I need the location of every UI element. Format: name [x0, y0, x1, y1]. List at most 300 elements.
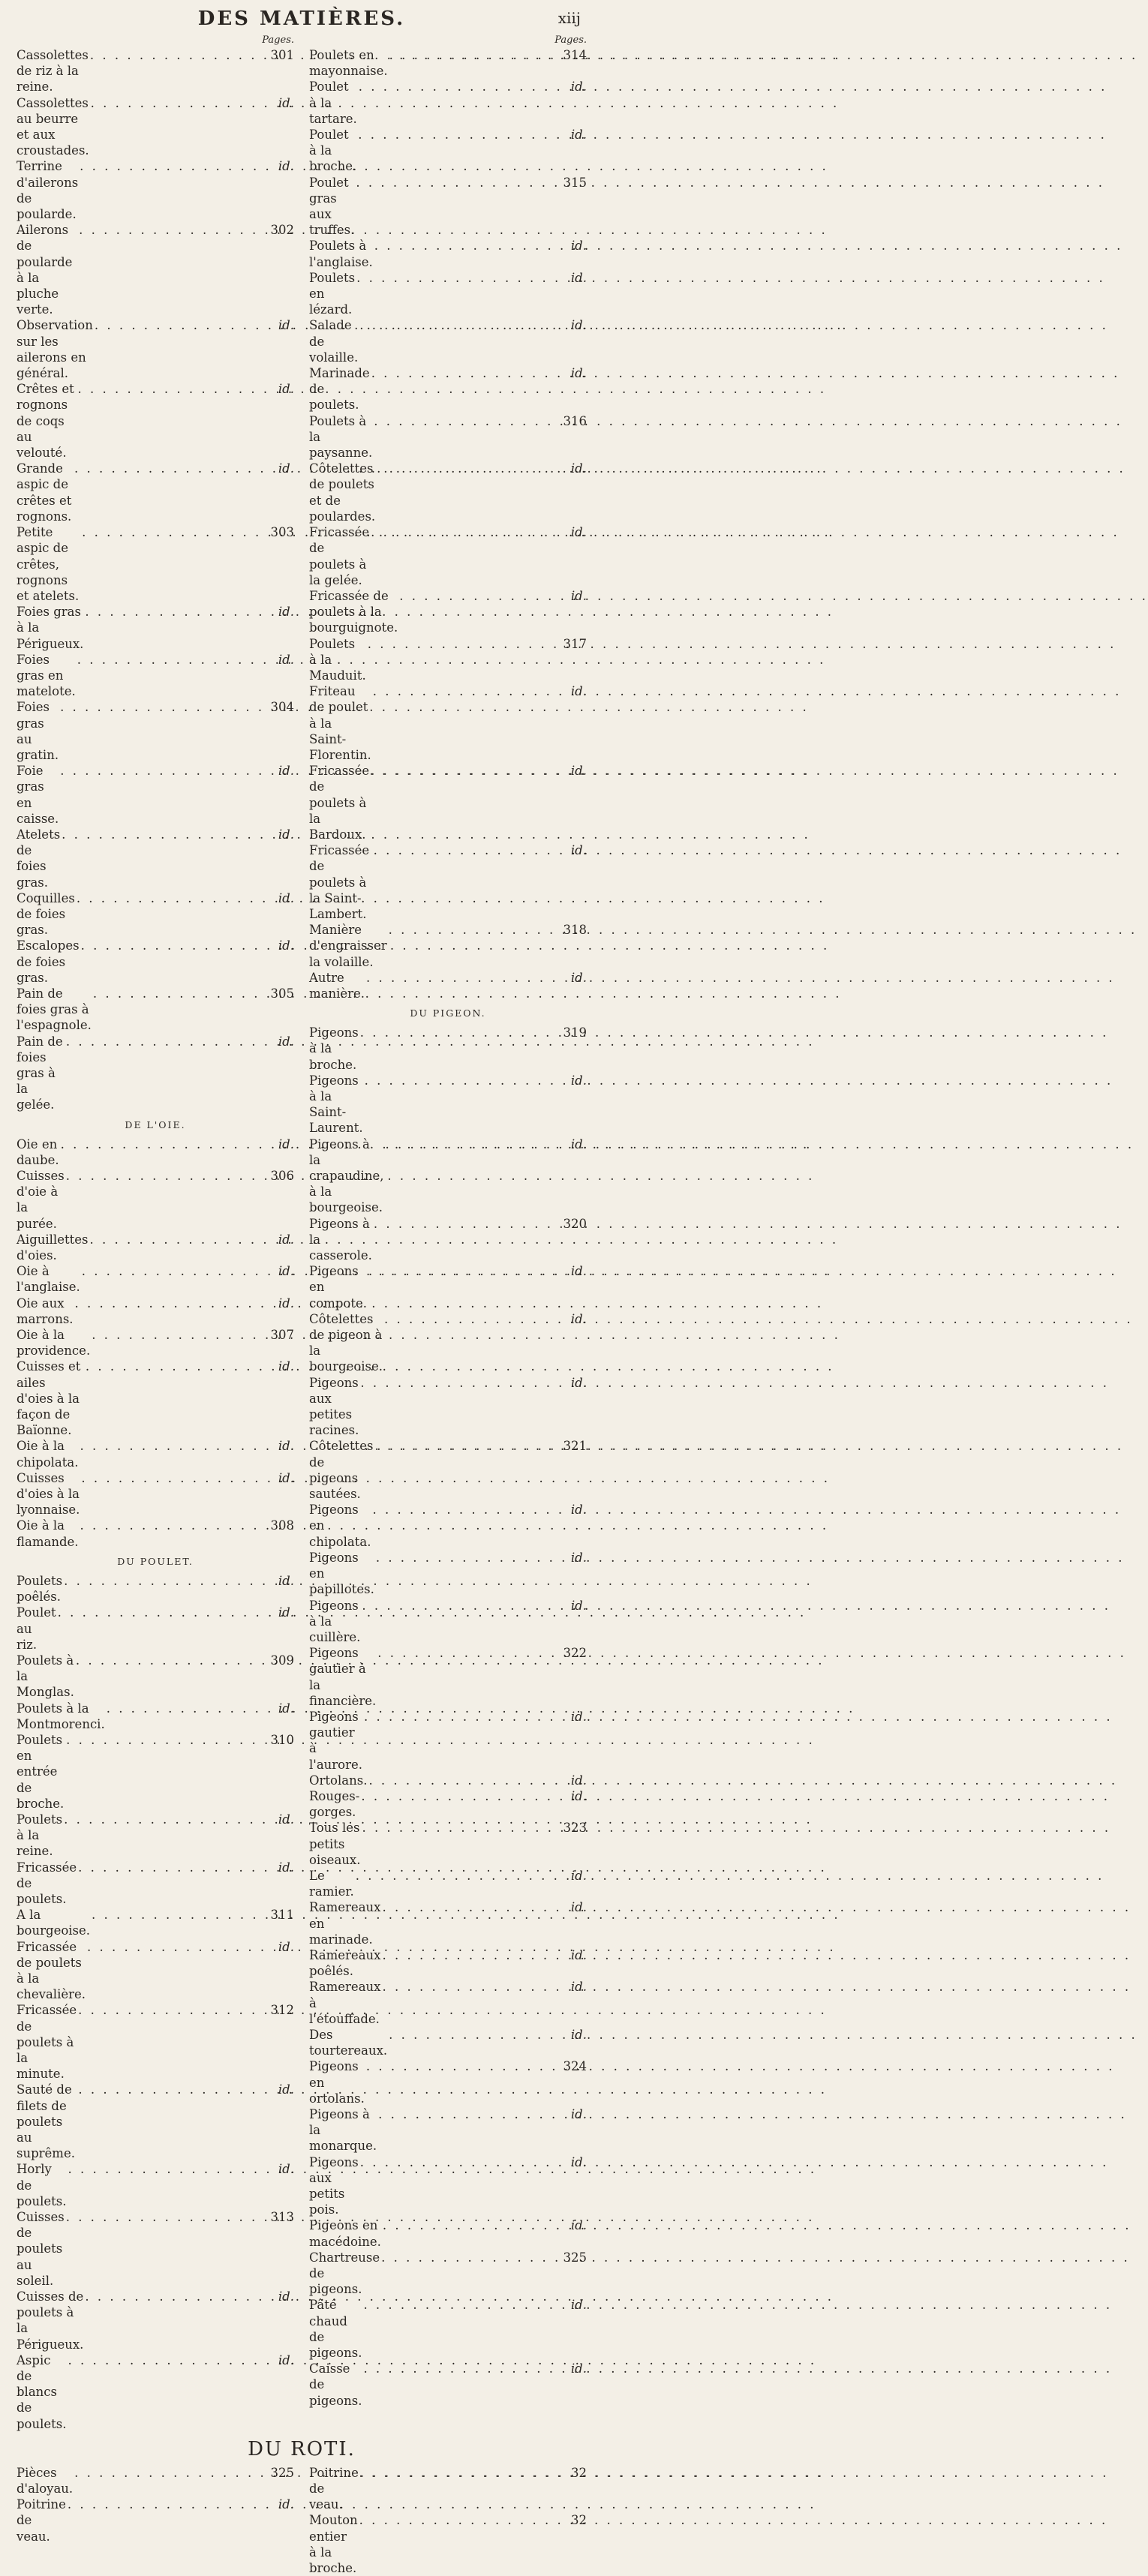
entry-page: id. [570, 1598, 587, 1613]
leader-dots [68, 2161, 266, 2209]
entry-page: 310 [270, 1732, 294, 1747]
index-entry [17, 1296, 294, 1327]
leader-dots [371, 524, 558, 588]
entry-title: Poulet à la broche. [309, 128, 357, 174]
leader-dots [93, 986, 266, 1034]
entry-page: id. [570, 270, 587, 285]
index-entry [309, 1788, 587, 1820]
index-entry [309, 365, 587, 413]
entry-page: id. [570, 1375, 587, 1390]
entry-page: id. [278, 95, 294, 110]
index-entry [309, 524, 587, 588]
entry-page: 320 [563, 1216, 587, 1231]
index-entry [309, 1263, 587, 1311]
entry-page: id. [570, 2361, 587, 2376]
leader-dots [374, 238, 558, 269]
entry-page: 308 [270, 1518, 294, 1533]
entry-page: id. [570, 684, 587, 699]
entry-page: 318 [563, 923, 587, 938]
entry-page: id. [278, 1812, 294, 1827]
entry-page: id. [570, 1136, 587, 1151]
entry-title: Poulets à la reine. [17, 1812, 63, 1859]
entry-title: Pain de foies gras à la gelée. [17, 1034, 63, 1112]
entry-page: 319 [563, 1025, 587, 1040]
entry-title: Pigeons aux petites racines. [309, 1375, 359, 1438]
entry-page: id. [278, 2497, 294, 2512]
entry-page: id. [570, 461, 587, 476]
leader-dots [382, 1899, 558, 1947]
leader-dots [383, 2217, 558, 2249]
section-heading: DU PIGEON. [410, 1007, 486, 1019]
entry-title: Salade de volaille. [309, 318, 359, 365]
entry-page: id. [278, 1573, 294, 1588]
entry-page: id. [278, 1860, 294, 1875]
entry-title: Fricassée de poulets. [17, 1860, 77, 1906]
entry-title: Friteau de poulet à la Saint-Florentin. [309, 684, 371, 762]
leader-dots [356, 270, 558, 318]
leader-dots [366, 2058, 558, 2106]
entry-title: Pigeons en compote. [309, 1264, 367, 1311]
entry-page: 32 [571, 2465, 587, 2480]
leader-dots [66, 2209, 266, 2289]
entry-title: Cassolettes de riz à la reine. [17, 48, 89, 95]
leader-dots [363, 2297, 558, 2361]
pages-label-left: Pages. [262, 35, 294, 46]
entry-page: id. [570, 2218, 587, 2233]
index-entry [309, 763, 587, 842]
leader-dots [384, 1311, 558, 1375]
leader-dots [374, 413, 558, 461]
entry-title: Pigeons en ortolans. [309, 2059, 365, 2106]
entry-title: Tous les petits oiseaux. [309, 1821, 361, 1867]
entry-title: Cuisses et ailes d'oies à la façon de Baïonne. [17, 1359, 81, 1438]
entry-title: Fricassée de poulets à la bourguignote. [309, 588, 398, 635]
entry-title: Foies gras en matelote. [17, 652, 76, 699]
index-entry [17, 1518, 294, 1549]
leader-dots [68, 2352, 266, 2432]
leader-dots [60, 699, 266, 763]
entry-page: id. [278, 1264, 294, 1279]
index-entry [309, 2250, 587, 2298]
leader-dots [368, 1263, 558, 1311]
entry-page: id. [570, 1868, 587, 1883]
leader-dots [86, 1359, 266, 1438]
right-entries [309, 47, 587, 2409]
entry-page: id. [278, 1605, 294, 1620]
entry-title: Cassolettes au beurre et aux croustades. [17, 95, 89, 158]
entry-title: Poulet à la tartare. [309, 80, 357, 126]
leader-dots [107, 1701, 266, 1732]
entry-title: Crêtes et rognons de coqs au velouté. [17, 382, 74, 461]
index-entry [309, 1868, 587, 1899]
entry-page: id. [278, 890, 294, 905]
entry-page: id. [570, 1980, 587, 1995]
entry-title: Foie gras en caisse. [17, 764, 59, 826]
index-entry [309, 317, 587, 365]
entry-page: id. [570, 366, 587, 381]
leader-dots [80, 1518, 266, 1549]
leader-dots [85, 604, 266, 652]
leader-dots [356, 1868, 558, 1899]
index-entry [309, 1136, 587, 1216]
entry-page: id. [278, 159, 294, 174]
entry-page: id. [278, 1439, 294, 1454]
index-entry [17, 652, 294, 700]
index-entry [17, 2352, 294, 2432]
leader-dots [382, 1947, 558, 1979]
leader-dots [78, 1860, 266, 1908]
leader-dots [74, 461, 266, 524]
index-entry [309, 2027, 587, 2058]
entry-title: Oie à la flamande. [17, 1518, 79, 1549]
leader-dots [81, 938, 266, 986]
index-entry [309, 2512, 587, 2576]
entry-title: Côtelettes de pigeons sautées. [309, 1439, 374, 1502]
leader-dots [377, 461, 558, 524]
entry-title: Fricassée de poulets à la chevalière. [17, 1939, 86, 2002]
entry-page: id. [278, 2082, 294, 2097]
entry-page: id. [570, 588, 587, 603]
leader-dots [356, 175, 558, 239]
index-entry [17, 1359, 294, 1438]
entry-title: Côtelettes de pigeon à la bourgeoise. [309, 1311, 383, 1374]
entry-page: 305 [270, 986, 294, 1001]
leader-dots [389, 2027, 558, 2058]
entry-title: Pigeons en macédoine. [309, 2218, 381, 2249]
entry-title: Poulet au riz. [17, 1605, 56, 1652]
entry-page: id. [570, 2027, 587, 2042]
section-heading: DE L'OIE. [125, 1118, 186, 1130]
entry-title: Fricassée de poulets à la Bardoux. [309, 764, 370, 842]
entry-title: Cuisses de poulets au soleil. [17, 2210, 65, 2288]
index-entry [309, 683, 587, 763]
index-entry [17, 1605, 294, 1653]
index-entry [309, 636, 587, 684]
leader-dots [389, 47, 558, 79]
entry-title: Aspic de blancs de poulets. [17, 2352, 67, 2431]
entry-page: id. [570, 1709, 587, 1724]
entry-title: Terrine d'ailerons de poularde. [17, 159, 79, 222]
index-entry [17, 1939, 294, 2003]
leader-dots [64, 1812, 266, 1860]
index-entry [309, 2217, 587, 2249]
leader-dots [82, 524, 266, 604]
index-entry [309, 2297, 587, 2361]
index-entry [309, 413, 587, 461]
leader-dots [362, 1820, 558, 1868]
entry-page: id. [570, 1264, 587, 1279]
entry-page: id. [278, 382, 294, 397]
entry-page: 324 [563, 2059, 587, 2074]
leader-dots [66, 1168, 266, 1232]
leader-dots [74, 2465, 266, 2496]
entry-title: Sauté de filets de poulets au suprême. [17, 2082, 75, 2161]
entry-page: 321 [563, 1439, 587, 1454]
entry-page: id. [570, 1311, 587, 1326]
leader-dots [92, 1907, 266, 1938]
index-entry [17, 524, 294, 604]
index-entry [309, 2361, 587, 2409]
entry-page: 315 [563, 175, 587, 190]
entry-title: Foies gras au gratin. [17, 700, 59, 762]
leader-dots [381, 2250, 558, 2298]
entry-page: id. [278, 1939, 294, 1954]
entry-title: Coquilles de foies gras. [17, 890, 75, 938]
index-entry [309, 2154, 587, 2218]
entry-page: id. [278, 652, 294, 667]
entry-title: Petite aspic de crêtes, rognons et atelets. [17, 525, 80, 603]
leader-dots [360, 2465, 558, 2513]
leader-dots [358, 127, 558, 175]
entry-page: id. [278, 764, 294, 779]
entry-page: 307 [270, 1328, 294, 1343]
leader-dots [62, 827, 266, 890]
entry-title: Oie en daube. [17, 1136, 59, 1167]
entry-title: Fricassée de poulets à la Saint-Lambert. [309, 843, 370, 921]
entry-page: id. [570, 970, 587, 985]
leader-dots [382, 1979, 558, 2027]
leader-dots [68, 2496, 266, 2544]
entry-title: Poulets à la paysanne. [309, 413, 373, 461]
index-entry [309, 1311, 587, 1375]
entry-title: Autre manière. [309, 970, 365, 1001]
leader-dots [75, 1296, 266, 1327]
index-entry [309, 1438, 587, 1502]
entry-title: Pigeons à la casserole. [309, 1216, 372, 1263]
entry-title: Ramereaux à l'étouffade. [309, 1980, 381, 2026]
entry-page: id. [570, 525, 587, 540]
entry-title: Le ramier. [309, 1868, 354, 1899]
entry-page: id. [278, 1701, 294, 1716]
leader-dots [366, 970, 558, 1001]
index-entry [309, 922, 587, 970]
index-entry [17, 1232, 294, 1263]
index-entry [309, 270, 587, 318]
entry-title: Marinade de poulets. [309, 366, 370, 413]
index-entry [17, 2496, 294, 2544]
running-header [17, 5, 587, 35]
index-entry [309, 1947, 587, 1979]
entry-page: id. [570, 1788, 587, 1803]
leader-dots [85, 2289, 266, 2352]
index-entry [17, 827, 294, 890]
section-title-roti: DU ROTI. [248, 2437, 356, 2460]
entry-page: id. [570, 843, 587, 858]
leader-dots [360, 1375, 558, 1439]
index-entry [17, 2082, 294, 2161]
entry-title: Poitrine de veau. [17, 2497, 66, 2544]
entry-page: id. [278, 938, 294, 953]
entry-title: Ortolans. [309, 1773, 368, 1788]
leader-dots [95, 317, 266, 381]
leader-dots [374, 1216, 558, 1264]
entry-page: 301 [270, 48, 294, 62]
index-entry [309, 175, 587, 239]
leader-dots [78, 2002, 266, 2082]
leader-dots [92, 1327, 266, 1359]
leader-dots [360, 2154, 558, 2218]
entry-title: Pigeons gautier à la financière. [309, 1646, 377, 1708]
index-entry [309, 1709, 587, 1773]
roti-left-entries [17, 2465, 294, 2576]
leader-dots [365, 1073, 558, 1136]
entry-page: id. [570, 764, 587, 779]
index-entry [309, 238, 587, 269]
entry-page: 325 [270, 2465, 294, 2480]
leader-dots [78, 2082, 266, 2161]
leader-dots [372, 1502, 558, 1550]
leader-dots [361, 1788, 558, 1820]
index-entry [309, 842, 587, 922]
entry-title: Poulets à la Mauduit. [309, 636, 366, 683]
entry-title: Horly de poulets. [17, 2162, 67, 2208]
entry-page: id. [570, 1550, 587, 1565]
entry-page: 309 [270, 1653, 294, 1668]
leader-dots [58, 1605, 266, 1653]
entry-page: id. [278, 1034, 294, 1049]
entry-title: Cuisses d'oie à la purée. [17, 1169, 65, 1231]
leader-dots [77, 652, 266, 700]
entry-title: Côtelettes de poulets et de poulardes. [309, 461, 376, 524]
leader-dots [77, 890, 266, 938]
leader-dots [376, 1550, 558, 1598]
entry-title: Oie à la providence. [17, 1328, 91, 1359]
entry-title: Poulets à la Montmorenci. [17, 1701, 105, 1731]
leader-dots [385, 1136, 558, 1216]
leader-dots [368, 1773, 558, 1788]
entry-title: Poitrine de veau. [309, 2465, 359, 2512]
entry-title: Mouton entier à la broche. [309, 2513, 358, 2576]
entry-page: id. [278, 1136, 294, 1151]
entry-title: Pigeons gautier à l'aurore. [309, 1709, 362, 1772]
index-entry [17, 1573, 294, 1605]
index-entry [309, 2106, 587, 2154]
entry-page: id. [570, 2154, 587, 2169]
leader-dots [378, 2106, 558, 2154]
index-entry [309, 461, 587, 524]
index-entry [309, 1375, 587, 1439]
leader-dots [61, 1136, 266, 1168]
entry-page: 325 [563, 2250, 587, 2265]
index-entry [17, 1470, 294, 1518]
index-entry [309, 2465, 587, 2513]
leader-dots [81, 1470, 266, 1518]
index-entry [17, 2465, 294, 2496]
entry-title: Pièces d'aloyau. [17, 2465, 74, 2496]
entry-page: 312 [270, 2003, 294, 2018]
index-entry [17, 2161, 294, 2209]
right-column [309, 35, 587, 2432]
index-entry [309, 1645, 587, 1709]
index-entry [17, 1653, 294, 1701]
index-entry [309, 1899, 587, 1947]
leader-dots [76, 1653, 266, 1701]
entry-page: 32 [571, 2513, 587, 2528]
entry-page: id. [278, 1232, 294, 1247]
leader-dots [389, 922, 558, 970]
leader-dots [66, 1732, 266, 1812]
entry-title: Chartreuse de pigeons. [309, 2250, 380, 2297]
entry-title: Poulets en mayonnaise. [309, 48, 388, 79]
entry-title: Pain de foies gras à l'espagnole. [17, 986, 92, 1033]
left-entries [17, 47, 294, 2432]
entry-title: Oie aux marrons. [17, 1296, 74, 1326]
index-entry [17, 1907, 294, 1938]
index-entry [309, 588, 587, 636]
index-entry [17, 95, 294, 159]
index-entry [17, 1812, 294, 1860]
index-entry [309, 970, 587, 1001]
leader-dots [375, 1438, 559, 1502]
entry-page: id. [570, 2298, 587, 2313]
entry-title: Manière d'engraisser la volaille. [309, 923, 387, 969]
entry-title: Caisse de pigeons. [309, 2361, 362, 2408]
section-heading: DU POULET. [117, 1555, 194, 1567]
entry-title: Aiguillettes d'oies. [17, 1232, 89, 1263]
index-entry [17, 47, 294, 95]
entry-page: id. [278, 2352, 294, 2367]
header-title: DES MATIÈRES. [197, 8, 406, 30]
index-entry [17, 2289, 294, 2352]
entry-page: id. [278, 605, 294, 620]
entry-title: Ramereaux poêlés. [309, 1947, 381, 1979]
index-entry [17, 2002, 294, 2082]
entry-page: id. [278, 461, 294, 476]
index-entry [309, 1073, 587, 1136]
roti-right-entries [309, 2465, 587, 2576]
leader-dots [374, 842, 558, 922]
index-entry [309, 1820, 587, 1868]
left-column [17, 35, 294, 2432]
leader-dots [60, 763, 266, 827]
entry-page: id. [278, 2289, 294, 2304]
entry-page: id. [278, 1296, 294, 1311]
entry-title: Cuisses de poulets à la Périgueux. [17, 2289, 84, 2352]
entry-title: Rouges-gorges. [309, 1788, 360, 1820]
entry-title: Poulets en lézard. [309, 270, 356, 317]
entry-page: id. [278, 1359, 294, 1374]
index-entry [309, 1598, 587, 1646]
leader-dots [87, 1939, 266, 2003]
entry-page: 322 [563, 1646, 587, 1661]
entry-title: Foies gras à la Périgueux. [17, 605, 84, 651]
entry-title: Pigeons à la crapaudine, à la bourgeoise. [309, 1136, 384, 1215]
index-entry [309, 127, 587, 175]
index-entry [17, 2209, 294, 2289]
entry-title: Atelets de foies gras. [17, 827, 61, 890]
entry-title: Fricassée de poulets à la minute. [17, 2003, 77, 2082]
entry-page: 302 [270, 223, 294, 238]
entry-title: Poulets poêlés. [17, 1573, 63, 1605]
entry-page: id. [570, 128, 587, 143]
index-entry [17, 317, 294, 381]
index-columns [17, 35, 587, 2432]
index-entry [309, 1502, 587, 1550]
leader-dots [89, 1232, 266, 1263]
entry-page: 311 [270, 1908, 294, 1923]
entry-title: Pigeons en chipolata. [309, 1503, 371, 1549]
index-entry [17, 158, 294, 222]
entry-title: Pigeons aux petits pois. [309, 2154, 359, 2217]
leader-dots [79, 222, 266, 317]
index-entry [17, 381, 294, 461]
entry-page: 313 [270, 2210, 294, 2225]
index-entry [17, 890, 294, 938]
entry-page: 317 [563, 636, 587, 651]
entry-page: id. [570, 1073, 587, 1088]
index-entry [17, 1438, 294, 1470]
leader-dots [359, 79, 558, 127]
